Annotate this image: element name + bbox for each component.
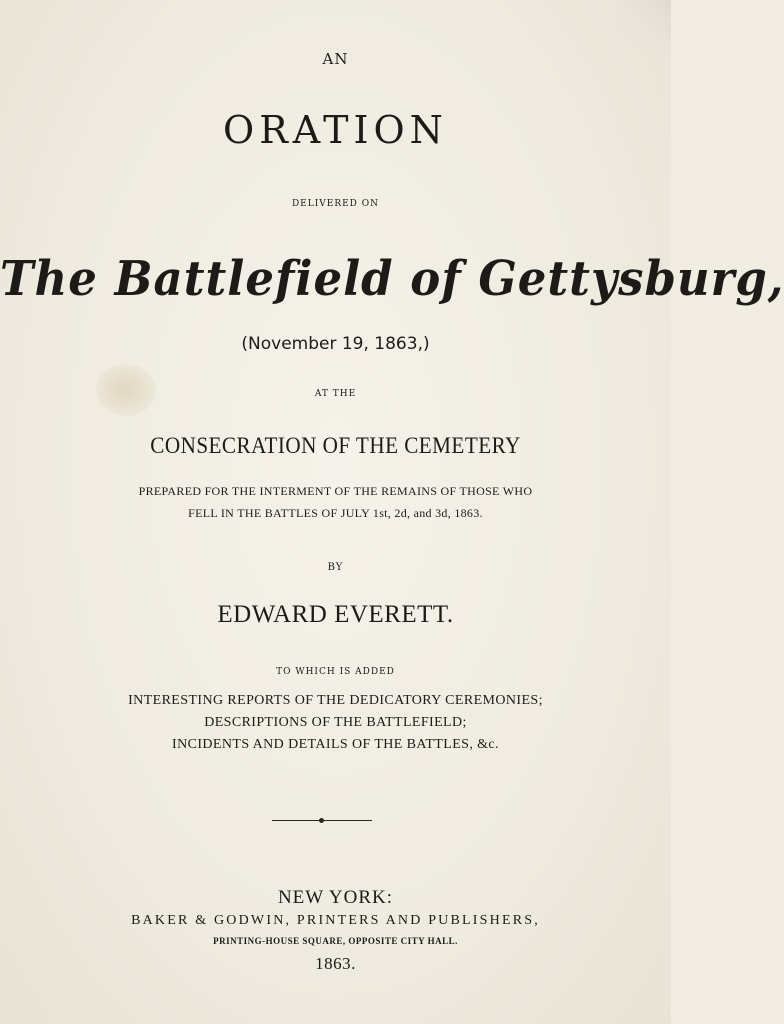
delivered-on-text: DELIVERED ON [291,199,380,209]
consecration-heading: CONSECRATION OF THE CEMETERY [150,433,521,458]
oration-date: (November 19, 1863,) [241,334,430,354]
battlefield-title: The Battlefield of Gettysburg, [0,250,784,307]
rule-dot [319,818,324,823]
publication-city: NEW YORK: [277,887,394,908]
prepared-line-1: PREPARED FOR THE INTERMENT OF THE REMAINS OF THOSE WHO [138,484,533,498]
heading-oration: ORATION [223,108,448,152]
to-which-added-text: TO WHICH IS ADDED [276,667,395,677]
publisher-name: BAKER & GODWIN, PRINTERS AND PUBLISHERS, [131,913,540,928]
author-name: EDWARD EVERETT. [217,601,454,628]
prepared-line-2: FELL IN THE BATTLES OF JULY 1st, 2d, and 3d, 1863. [188,506,483,520]
heading-an: AN [322,50,349,68]
added-line-2: DESCRIPTIONS OF THE BATTLEFIELD; [204,715,467,730]
ornamental-rule [272,819,372,821]
added-line-3: INCIDENTS AND DETAILS OF THE BATTLES, &c. [172,737,499,752]
publication-year: 1863. [315,954,356,973]
by-text: BY [327,562,344,573]
added-line-1: INTERESTING REPORTS OF THE DEDICATORY CEREMONIES; [128,693,543,708]
at-the-text: AT THE [314,389,357,399]
publisher-address: PRINTING-HOUSE SQUARE, OPPOSITE CITY HALL. [213,936,458,946]
